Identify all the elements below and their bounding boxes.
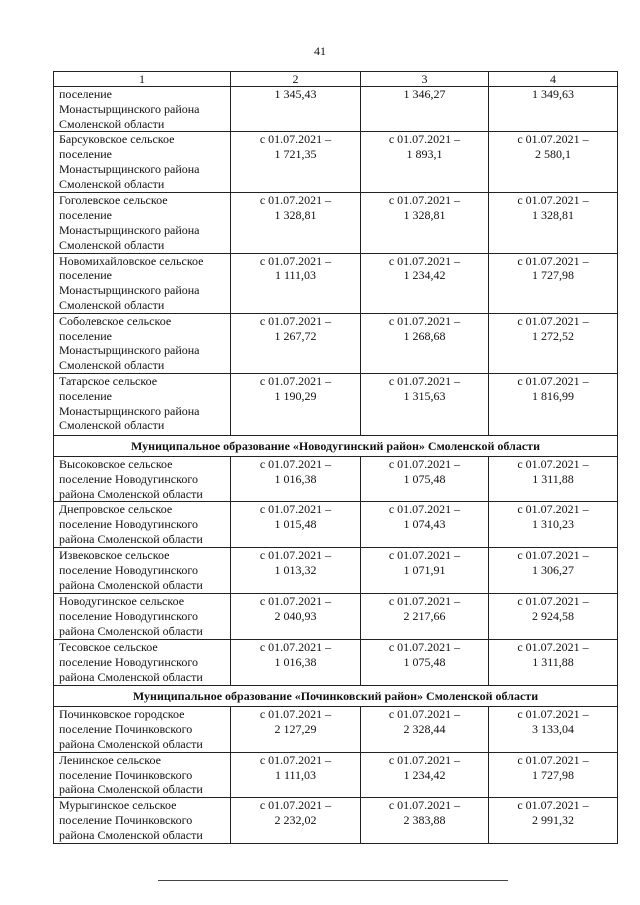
settlement-name-line: Смоленской области [59,358,165,373]
header-col-4: 4 [489,72,618,87]
value-col-2-line: с 01.07.2021 – [259,548,332,563]
value-col-2 [231,253,361,313]
table-row [54,87,618,132]
settlement-name-line: района Смоленской области [59,736,203,751]
header-col-3: 3 [361,72,489,87]
value-col-2 [231,456,361,501]
value-col-3-line: с 01.07.2021 – [388,548,461,563]
settlement-name-line: поселение Новодугинского [59,517,198,532]
settlement-name-line: района Смоленской области [59,531,203,546]
settlement-name-line: Починковское городское [59,707,185,722]
settlement-name-line: Новомихайловское сельское [59,253,204,268]
value-col-4-line: 1 349,63 [532,87,574,101]
value-col-4 [489,594,618,640]
value-col-4 [489,548,618,594]
settlement-name-line: Монастырщинского района [59,343,200,358]
table-row [54,752,618,797]
settlement-name-line: поселение Починковского [59,767,193,782]
value-col-4-line: 1 311,88 [532,655,574,670]
settlement-name-line: поселение [59,87,113,101]
settlement-name [54,594,231,640]
value-col-2 [231,87,361,132]
settlement-name [54,752,231,797]
value-col-4-line: с 01.07.2021 – [517,193,589,208]
section-row [54,686,618,707]
value-col-4-line: с 01.07.2021 – [517,502,589,517]
table-row [54,313,618,373]
value-col-4 [489,707,618,752]
settlement-name-line: Днепровское сельское [59,502,173,517]
settlement-name-line: поселение Новодугинского [59,655,198,670]
value-col-3-line: с 01.07.2021 – [388,313,461,328]
value-col-3 [361,752,489,797]
value-col-2-line: с 01.07.2021 – [259,752,332,767]
value-col-3 [361,313,489,373]
value-col-3 [361,132,489,193]
settlement-name-line: Смоленской области [59,237,165,252]
value-col-4-line: с 01.07.2021 – [517,253,589,268]
settlement-name-line: поселение [59,208,113,223]
value-col-4 [489,313,618,373]
settlement-name-line: Мурыгинское сельское [59,798,177,813]
value-col-3 [361,87,489,132]
value-col-3 [361,502,489,548]
value-col-3-line: с 01.07.2021 – [388,798,461,813]
value-col-2-line: с 01.07.2021 – [259,798,332,813]
value-col-2 [231,707,361,752]
value-col-4 [489,752,618,797]
value-col-4-line: с 01.07.2021 – [517,707,589,722]
value-col-4-line: 1 727,98 [532,268,574,283]
value-col-2-line: 1 190,29 [274,388,317,403]
settlement-name-line: Высоковское сельское [59,456,173,471]
value-col-4-line: с 01.07.2021 – [517,798,589,813]
settlement-name [54,87,231,132]
settlement-name [54,456,231,501]
value-col-4 [489,87,618,132]
value-col-2-line: 1 328,81 [274,208,317,223]
value-col-4-line: с 01.07.2021 – [517,456,589,471]
value-col-2 [231,752,361,797]
value-col-2-line: 1 345,43 [274,87,317,101]
value-col-2-line: с 01.07.2021 – [259,132,332,147]
value-col-2-line: с 01.07.2021 – [259,456,332,471]
value-col-4-line: 1 272,52 [532,328,574,343]
value-col-2-line: 2 040,93 [274,609,317,624]
value-col-4 [489,502,618,548]
footer-rule [158,880,508,881]
settlement-name-line: Смоленской области [59,176,165,191]
value-col-2-line: 1 267,72 [274,328,317,343]
value-col-4 [489,798,618,844]
value-col-4-line: с 01.07.2021 – [517,548,589,563]
value-col-3-line: с 01.07.2021 – [388,193,461,208]
settlement-name-line: Барсуковское сельское [59,132,175,147]
value-col-4-line: с 01.07.2021 – [517,132,589,147]
settlement-name-line: поселение Новодугинского [59,609,198,624]
settlement-name-line: Татарское сельское [59,373,158,388]
settlement-name-line: Ленинское сельское [59,752,161,767]
settlement-name [54,193,231,253]
value-col-2-line: 1 111,03 [274,767,317,782]
table-row [54,132,618,193]
value-col-3-line: 1 234,42 [403,767,446,782]
value-col-3 [361,456,489,501]
value-col-4-line: с 01.07.2021 – [517,752,589,767]
value-col-4 [489,373,618,435]
value-col-4 [489,456,618,501]
table-row [54,798,618,844]
value-col-4-line: 2 991,32 [532,812,574,827]
value-col-4-line: с 01.07.2021 – [517,313,589,328]
settlement-name-line: поселение [59,328,113,343]
value-col-3-line: 1 071,91 [403,563,446,578]
settlement-name [54,640,231,686]
value-col-2-line: 1 015,48 [274,517,317,532]
table-row [54,502,618,548]
value-col-2-line: 2 127,29 [274,722,317,737]
value-col-3 [361,548,489,594]
value-col-2-line: 2 232,02 [274,812,317,827]
header-col-2: 2 [231,72,361,87]
value-col-2-line: с 01.07.2021 – [259,707,332,722]
settlement-name-line: Монастырщинского района [59,283,200,298]
value-col-3 [361,707,489,752]
settlement-name-line: поселение Новодугинского [59,471,198,486]
value-col-4 [489,132,618,193]
value-col-3-line: с 01.07.2021 – [388,132,461,147]
tariff-table [53,71,618,844]
value-col-2-line: 1 016,38 [274,655,317,670]
header-col-1: 1 [54,72,231,87]
value-col-4-line: с 01.07.2021 – [517,640,589,655]
table-row [54,640,618,686]
header-row [54,72,618,87]
settlement-name-line: Смоленской области [59,418,165,433]
value-col-3-line: 1 075,48 [403,655,446,670]
settlement-name-line: Соболевское сельское [59,313,172,328]
value-col-4-line: с 01.07.2021 – [517,373,589,388]
value-col-2-line: 1 016,38 [274,471,317,486]
value-col-3 [361,253,489,313]
settlement-name-line: Монастырщинского района [59,101,200,116]
table-row [54,253,618,313]
value-col-3-line: 1 346,27 [403,87,446,101]
settlement-name-line: поселение Починковского [59,722,193,737]
value-col-3-line: 2 217,66 [403,609,446,624]
settlement-name-line: района Смоленской области [59,782,203,797]
settlement-name [54,548,231,594]
table-row [54,594,618,640]
value-col-3-line: 1 075,48 [403,471,446,486]
value-col-2-line: с 01.07.2021 – [259,313,332,328]
settlement-name-line: поселение Новодугинского [59,563,198,578]
value-col-3-line: с 01.07.2021 – [388,502,461,517]
settlement-name [54,502,231,548]
value-col-2-line: 1 721,35 [274,147,317,162]
value-col-2 [231,313,361,373]
value-col-4-line: с 01.07.2021 – [517,594,589,609]
settlement-name-line: поселение [59,388,113,403]
settlement-name-line: Монастырщинского района [59,161,200,176]
value-col-2 [231,373,361,435]
value-col-3 [361,373,489,435]
table-row [54,456,618,501]
value-col-4-line: 1 311,88 [532,471,574,486]
section-row [54,435,618,456]
value-col-3-line: с 01.07.2021 – [388,640,461,655]
settlement-name [54,313,231,373]
value-col-3-line: 2 328,44 [403,722,446,737]
settlement-name-line: Монастырщинского района [59,403,200,418]
settlement-name-line: района Смоленской области [59,486,203,501]
value-col-3-line: 1 893,1 [406,147,443,162]
settlement-name-line: района Смоленской области [59,623,203,638]
value-col-2-line: с 01.07.2021 – [259,502,332,517]
settlement-name-line: Тесовское сельское [59,640,158,655]
value-col-2 [231,132,361,193]
value-col-4-line: 1 816,99 [532,388,574,403]
table-row [54,707,618,752]
value-col-3-line: 2 383,88 [403,812,446,827]
value-col-3-line: 1 268,68 [403,328,446,343]
value-col-4-line: 2 924,58 [532,609,574,624]
value-col-3-line: с 01.07.2021 – [388,707,461,722]
settlement-name-line: района Смоленской области [59,669,203,684]
value-col-4-line: 1 310,23 [532,517,574,532]
value-col-4 [489,640,618,686]
settlement-name-line: Новодугинское сельское [59,594,185,609]
value-col-2 [231,193,361,253]
settlement-name-line: поселение Починковского [59,812,193,827]
value-col-3 [361,798,489,844]
value-col-2-line: с 01.07.2021 – [259,193,332,208]
value-col-3-line: с 01.07.2021 – [388,752,461,767]
value-col-3 [361,640,489,686]
settlement-name [54,132,231,193]
value-col-4-line: 3 133,04 [532,722,574,737]
value-col-2-line: с 01.07.2021 – [259,640,332,655]
table-row [54,373,618,435]
value-col-2-line: с 01.07.2021 – [259,373,332,388]
settlement-name-line: района Смоленской области [59,827,203,842]
settlement-name [54,798,231,844]
value-col-2 [231,594,361,640]
value-col-2-line: с 01.07.2021 – [259,253,332,268]
value-col-2 [231,640,361,686]
value-col-3-line: 1 328,81 [403,208,446,223]
value-col-3-line: 1 234,42 [403,268,446,283]
value-col-4 [489,253,618,313]
settlement-name-line: Монастырщинского района [59,222,200,237]
value-col-4-line: 1 328,81 [532,208,574,223]
value-col-4 [489,193,618,253]
value-col-4-line: 2 580,1 [535,147,571,162]
settlement-name [54,707,231,752]
value-col-3-line: с 01.07.2021 – [388,594,461,609]
table-row [54,548,618,594]
value-col-3-line: с 01.07.2021 – [388,253,461,268]
value-col-3-line: 1 315,63 [403,388,446,403]
settlement-name-line: Смоленской области [59,297,165,312]
settlement-name-line: поселение [59,268,113,283]
value-col-2-line: 1 013,32 [274,563,317,578]
value-col-3 [361,193,489,253]
settlement-name-line: Гоголевское сельское [59,193,168,208]
value-col-2 [231,798,361,844]
settlement-name-line: Извековское сельское [59,548,170,563]
value-col-3-line: 1 074,43 [403,517,446,532]
value-col-3 [361,594,489,640]
value-col-3-line: с 01.07.2021 – [388,373,461,388]
section-title: Муниципальное образование «Новодугинский район» Смоленской области [54,435,618,456]
table-row [54,193,618,253]
settlement-name-line: района Смоленской области [59,577,203,592]
value-col-2 [231,548,361,594]
value-col-3-line: с 01.07.2021 – [388,456,461,471]
settlement-name [54,253,231,313]
section-title: Муниципальное образование «Починковский район» Смоленской области [54,686,618,707]
settlement-name-line: поселение [59,147,113,162]
value-col-2-line: 1 111,03 [274,268,317,283]
page-number: 41 [314,44,326,58]
settlement-name [54,373,231,435]
value-col-4-line: 1 727,98 [532,767,574,782]
value-col-4-line: 1 306,27 [532,563,574,578]
value-col-2-line: с 01.07.2021 – [259,594,332,609]
settlement-name-line: Смоленской области [59,116,165,131]
value-col-2 [231,502,361,548]
